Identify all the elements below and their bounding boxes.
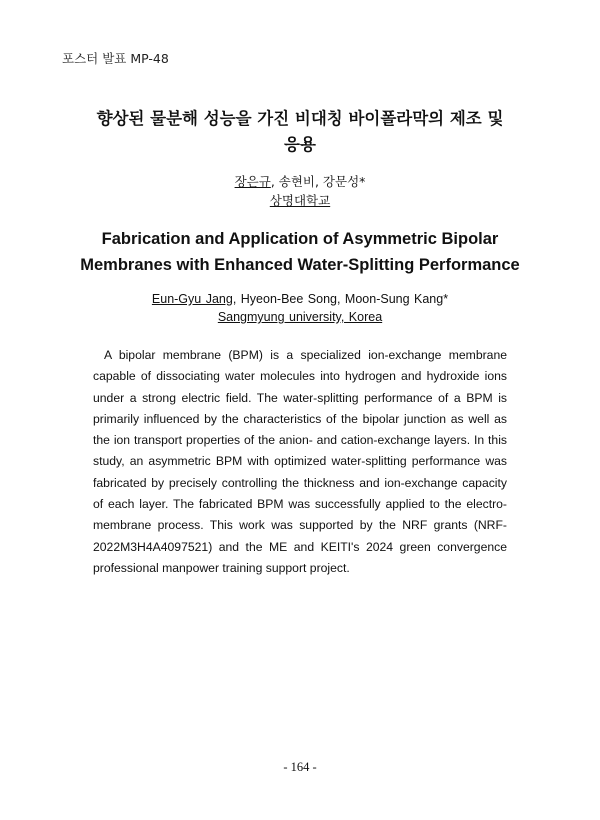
english-affiliation-text: Sangmyung university, Korea	[217, 310, 383, 324]
english-title-line-1: Fabrication and Application of Asymmetric Bipolar	[101, 230, 499, 248]
korean-affiliation	[0, 191, 600, 211]
korean-affiliation-text: 상명대학교	[269, 193, 331, 208]
korean-title-line-1: 향상된 물분해 성능을 가진 비대칭 바이폴라막의 제조 및	[96, 109, 504, 128]
english-title-line-2: Membranes with Enhanced Water-Splitting Performance	[80, 256, 520, 274]
page-number: - 164 -	[283, 760, 317, 774]
korean-coauthors: , 송현비, 강문성*	[270, 174, 366, 189]
english-authors	[0, 290, 600, 309]
korean-title-line-2: 응용	[284, 135, 316, 154]
korean-presenting-author: 장은규	[234, 174, 271, 189]
korean-authors	[0, 172, 600, 192]
abstract-body: A bipolar membrane (BPM) is a specialized ion-exchange membrane capable of dissociating water molecules into hydrogen and hydroxide ions under a strong electric field. The water-splitting performance of a BPM is primarily influenced by the characteristics of the bipolar junction as well as the ion transport properties of the anion- and cation-exchange layers. In this study, an asymmetric BPM with optimized water-splitting performance was fabricated by precisely controlling the thickness and ion-exchange capacity of each layer. The fabricated BPM was successfully applied to the electro-membrane process. This work was supported by the NRF grants (NRF-2022M3H4A4097521) and the ME and KEITI's 2024 green convergence professional manpower training support project.	[93, 348, 507, 575]
english-title	[40, 226, 560, 278]
korean-title	[60, 106, 540, 158]
english-presenting-author: Eun-Gyu Jang	[151, 292, 233, 306]
session-label: 포스터 발표 MP-48	[62, 51, 169, 66]
english-affiliation	[0, 308, 600, 327]
english-coauthors: , Hyeon-Bee Song, Moon-Sung Kang*	[232, 292, 449, 306]
